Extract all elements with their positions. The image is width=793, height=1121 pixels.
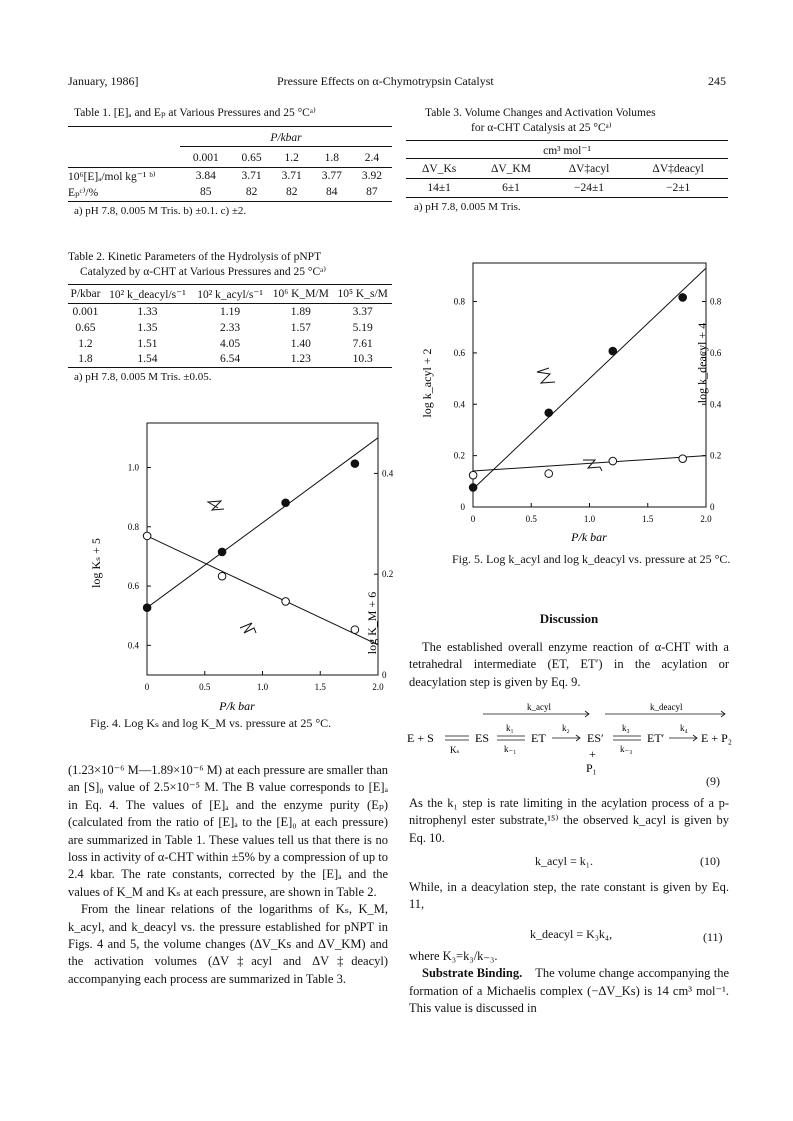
table2-col: 10⁵ K_s/M: [337, 288, 388, 300]
fig4-chart: [60, 415, 400, 720]
table2-cell: 1.33: [137, 305, 158, 318]
fig4-ylabel-right: log K_M + 6: [365, 591, 379, 655]
fig4-caption: Fig. 4. Log Kₛ and log K_M vs. pressure at 25 °C.: [90, 716, 332, 730]
table1-cell: 84: [326, 186, 338, 199]
table2-note: a) pH 7.8, 0.005 M Tris. ±0.05.: [74, 371, 212, 383]
y-tick-label-right: 0.4: [710, 399, 722, 410]
table1-cell: 3.71: [241, 169, 262, 182]
section-title: Discussion: [539, 611, 599, 626]
table1-cell: 3.71: [281, 169, 302, 182]
table1-col: 2.4: [364, 151, 380, 164]
fit-line-series-1: [147, 536, 378, 645]
y-tick-label-left: 0.8: [453, 296, 465, 307]
running-header-left: January, 1986]: [68, 74, 139, 88]
table2-cell: 0.001: [72, 305, 99, 318]
table2-cell: 1.40: [290, 337, 311, 350]
fig4-right-arrow-icon: [240, 623, 256, 633]
table2-cell: 1.57: [290, 321, 311, 334]
scheme-k1: k₁: [506, 723, 514, 733]
paragraph-block: [409, 879, 729, 914]
table1-cell: 3.77: [321, 169, 342, 182]
table1-cell: 82: [245, 186, 258, 199]
data-point-series-1: [679, 455, 687, 463]
scheme-km3: k₋₃: [620, 744, 633, 754]
y-tick-label-right: 0: [710, 502, 715, 512]
data-point-series-0: [282, 499, 290, 507]
table3-cell: −24±1: [573, 182, 605, 194]
data-point-series-1: [545, 470, 553, 478]
table2-col: 10⁶ K_M/M: [272, 288, 329, 300]
table1-note: a) pH 7.8, 0.005 M Tris. b) ±0.1. c) ±2.: [74, 204, 247, 217]
table3-caption-line1: Table 3. Volume Changes and Activation Volumes: [425, 107, 656, 119]
table3-cell: −2±1: [666, 182, 691, 194]
x-tick-label: 1.0: [256, 682, 269, 692]
table1-row-label: 10⁶[E]ₐ/mol kg⁻¹ ᵇ⁾: [68, 170, 156, 183]
table1-cell: 87: [366, 186, 378, 199]
scheme-ET: ET: [531, 731, 546, 745]
table2-cell: 1.89: [290, 305, 311, 318]
table2-cell: 1.23: [290, 353, 311, 366]
data-point-series-0: [143, 604, 151, 612]
table3-unit: cm³ mol⁻¹: [543, 144, 591, 157]
table2-col: P/kbar: [70, 288, 101, 300]
eq9-number: (9): [706, 774, 720, 788]
table1-col: 0.001: [192, 151, 219, 164]
left-column-text: [68, 762, 388, 988]
paragraph: From the linear relations of the logarithms of Kₛ, K_M, k_acyl, and k_deacyl vs. the pressure established for pNPT in Figs. 4 and 5, the volume changes (ΔV_Ks and ΔV_KM) and the activation volumes (ΔV‡acyl and ΔV‡deacyl) accompanying each process are summarized in Table 3.: [68, 902, 388, 986]
fig4-ylabel-left: log Kₛ + 5: [89, 538, 103, 588]
data-point-series-1: [143, 532, 151, 540]
scheme-ETprime: ET′: [647, 731, 665, 745]
x-tick-label: 0.5: [525, 514, 537, 524]
table2-cell: 6.54: [219, 353, 241, 366]
table2: [68, 284, 392, 383]
y-tick-label-left: 1.0: [127, 462, 139, 473]
fig5-left-arrow-icon: [537, 368, 555, 383]
table2-cell: 1.19: [219, 305, 241, 318]
table1-cell: 82: [285, 186, 298, 199]
table1-cell: 3.84: [195, 169, 216, 182]
table2-cell: 1.35: [137, 321, 158, 334]
y-tick-label-left: 0.4: [453, 399, 465, 410]
data-point-series-1: [282, 598, 290, 606]
table1-cell: 85: [200, 186, 212, 199]
y-tick-label-left: 0.6: [453, 347, 465, 358]
paragraph-block: [409, 948, 729, 1018]
y-tick-label-left: 0: [460, 502, 465, 512]
table1-cell: 3.92: [361, 169, 382, 182]
table3-caption-line2: for α-CHT Catalysis at 25 °Cᵃ⁾: [471, 122, 612, 134]
x-tick-label: 2.0: [372, 682, 384, 692]
eq10: k_acyl = k₁.: [535, 854, 593, 868]
fig4-frame: [147, 423, 378, 675]
paragraph: As the k₁ step is rate limiting in the acylation process of a p-nitrophenyl ester substrate,¹⁵⁾ the observed k_acyl is given by Eq. 10.: [409, 796, 729, 845]
data-point-series-1: [609, 457, 617, 465]
scheme-plus: +: [589, 747, 596, 761]
reaction-scheme: [405, 700, 735, 780]
paragraph: The established overall enzyme reaction of α-CHT with a tetrahedral intermediate (ET, ET′) in the acylation or deacylation step is given by Eq. 9.: [409, 640, 729, 689]
table2-cell: 4.05: [219, 337, 241, 350]
table3-cell: 14±1: [427, 182, 451, 194]
table2-cell: 0.65: [75, 321, 96, 334]
scheme-P1: P₁: [586, 761, 597, 775]
scheme-kdeacyl: k_deacyl: [650, 702, 683, 712]
data-point-series-0: [469, 484, 477, 492]
paragraph: The volume change accompanying the formation of a Michaelis complex (−ΔV_Ks) is 14 cm³ mol⁻¹. This value is discussed in: [409, 966, 730, 1016]
scheme-products: E + P₂: [701, 731, 732, 745]
table1-col: 1.2: [284, 151, 299, 164]
fig5-chart: [415, 255, 735, 545]
fig4-left-arrow-icon: [208, 501, 224, 510]
table2-cell: 1.8: [78, 353, 93, 366]
paragraph: where K₃=k₃/k₋₃.: [409, 949, 498, 963]
table1: [68, 126, 392, 217]
x-tick-label: 0.5: [199, 682, 211, 692]
x-tick-label: 0: [144, 682, 150, 692]
y-tick-label-left: 0.6: [127, 581, 139, 592]
scheme-k3: k₃: [622, 723, 630, 733]
paragraph-block: [409, 639, 729, 691]
eq11: k_deacyl = K₃k₄,: [530, 927, 613, 941]
x-tick-label: 1.0: [583, 514, 596, 524]
table1-row-label: Eₚᶜ⁾/%: [68, 187, 99, 200]
table1-group-header: P/kbar: [270, 132, 302, 144]
table3-col: ΔV‡acyl: [568, 162, 610, 175]
table2-cell: 1.51: [137, 337, 158, 350]
x-tick-label: 1.5: [314, 682, 326, 692]
table1-col: 1.8: [324, 151, 339, 164]
table2-col: 10² k_acyl/s⁻¹: [197, 289, 263, 301]
table3-col: ΔV‡deacyl: [652, 162, 704, 175]
scheme-Ks: Kₛ: [450, 745, 460, 755]
scheme-ES: ES: [475, 731, 490, 745]
data-point-series-0: [218, 548, 226, 556]
x-tick-label: 0: [470, 514, 476, 524]
scheme-k2: k₂: [562, 723, 570, 733]
table2-caption-line2: Catalyzed by α-CHT at Various Pressures and 25 °Cᵃ⁾: [80, 266, 327, 278]
fit-line-series-0: [473, 268, 706, 489]
table2-cell: 3.37: [352, 305, 373, 318]
table3-cell: 6±1: [502, 182, 520, 194]
scheme-ESprime: ES′: [587, 731, 604, 745]
fig4-xlabel: P/k bar: [219, 699, 255, 713]
scheme-km1: k₋₁: [504, 744, 517, 754]
fig5-xlabel: P/k bar: [571, 530, 607, 544]
table2-caption-line1: Table 2. Kinetic Parameters of the Hydrolysis of pNPT: [68, 251, 322, 263]
fig5-caption: Fig. 5. Log k_acyl and log k_deacyl vs. pressure at 25 °C.: [452, 552, 731, 566]
paragraph: (1.23×10⁻⁶ M—1.89×10⁻⁶ M) at each pressure are smaller than an [S]₀ value of 2.5×10⁻⁵ M. The B value corresponds to [E]ₐ in Eq. 4. The values of [E]ₐ and the enzyme purity (Eₚ) (calculated from the ratio of [E]ₐ to the [E]₀ at each pressure) are summarized in Table 1. These values tell us that there is no loss in activity of α-CHT within ±5% by a compression of up to 2.4 kbar. The rate constants, corrected by the [E]ₐ and the values of K_M and Kₛ at each pressure, are shown in Table 2.: [68, 763, 388, 899]
table2-cell: 1.2: [78, 337, 93, 350]
discussion-heading: [409, 610, 729, 628]
y-tick-label-right: 0.6: [710, 347, 722, 358]
scheme-kacyl: k_acyl: [527, 702, 551, 712]
page-number: 245: [708, 74, 726, 88]
fig5-ylabel-left: log k_acyl + 2: [420, 348, 434, 418]
data-point-series-1: [218, 572, 226, 580]
table3-col: ΔV_KM: [490, 162, 531, 175]
scheme-reactants: E + S: [407, 731, 434, 745]
table3: [406, 140, 728, 213]
table2-cell: 2.33: [219, 321, 241, 334]
paragraph-block: [409, 795, 729, 847]
data-point-series-0: [351, 460, 359, 468]
y-tick-label-left: 0.2: [453, 450, 465, 461]
data-point-series-0: [545, 409, 553, 417]
running-header-title: Pressure Effects on α-Chymotrypsin Catalyst: [277, 74, 494, 88]
fig5-frame: [473, 263, 706, 507]
data-point-series-1: [351, 626, 359, 634]
fig5-right-arrow-icon: [583, 460, 602, 471]
fit-line-series-1: [473, 456, 706, 471]
fig5-ylabel-right: log k_deacyl + 4: [695, 322, 709, 404]
table3-note: a) pH 7.8, 0.005 M Tris.: [414, 201, 521, 213]
y-tick-label-right: 0.2: [710, 450, 722, 461]
data-point-series-1: [469, 471, 477, 479]
y-tick-label-right: 0.4: [382, 468, 394, 479]
paragraph: While, in a deacylation step, the rate constant is given by Eq. 11,: [409, 880, 729, 912]
x-tick-label: 1.5: [642, 514, 654, 524]
y-tick-label-right: 0.8: [710, 296, 722, 307]
data-point-series-0: [609, 347, 617, 355]
y-tick-label-left: 0.8: [127, 521, 139, 532]
scheme-k4: k₄: [680, 723, 688, 733]
y-tick-label-left: 0.4: [127, 640, 139, 651]
fit-line-series-0: [147, 438, 378, 608]
data-point-series-0: [679, 294, 687, 302]
table3-col: ΔV_Ks: [422, 162, 457, 175]
table2-col: 10² k_deacyl/s⁻¹: [109, 289, 186, 301]
table2-cell: 10.3: [352, 353, 373, 366]
table2-cell: 7.61: [352, 337, 373, 350]
eq10-number: (10): [700, 854, 720, 868]
table1-caption: Table 1. [E]ₐ and Eₚ at Various Pressures and 25 °Cᵃ⁾: [74, 107, 316, 119]
y-tick-label-right: 0: [382, 670, 387, 680]
x-tick-label: 2.0: [700, 514, 712, 524]
y-tick-label-right: 0.2: [382, 569, 394, 580]
table2-cell: 1.54: [137, 353, 158, 366]
subsection-title: Substrate Binding.: [422, 966, 523, 981]
table1-col: 0.65: [241, 151, 262, 164]
table2-cell: 5.19: [352, 321, 373, 334]
eq11-number: (11): [703, 930, 723, 944]
